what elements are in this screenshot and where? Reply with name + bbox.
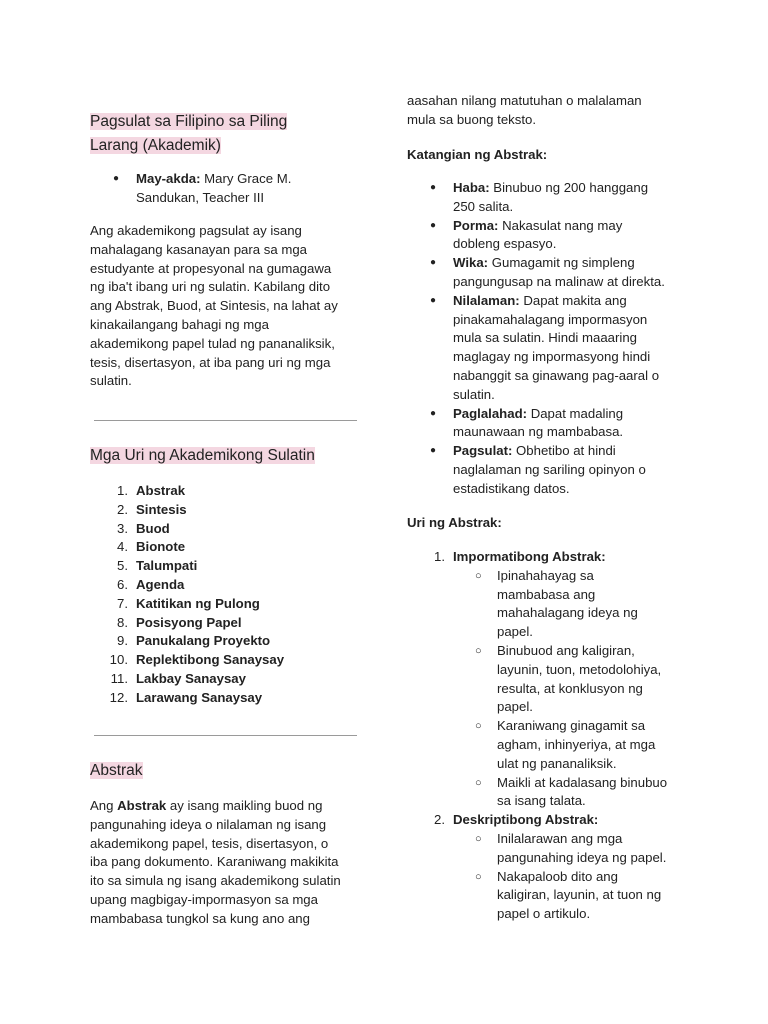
list-item (90, 651, 358, 670)
katangian-list (407, 179, 687, 499)
list-number: 12. (109, 689, 128, 705)
abstrak-line (90, 797, 358, 816)
intro-line: akademikong papel tulad ng pananaliksik, (90, 335, 335, 351)
list-label: Panukalang Proyekto (136, 633, 271, 649)
author-item (90, 170, 358, 208)
uri-heading: Uri ng Abstrak: (407, 515, 502, 530)
item-text: maglagay ng impormasyong hindi (453, 349, 651, 365)
item-text: Binubuo ng 200 hanggang (489, 180, 649, 195)
sub-text: sa isang talata. (497, 793, 586, 809)
list-item (90, 557, 358, 576)
abstrak-line: akademikong papel, tesis, disertasyon, o (90, 835, 329, 851)
horizontal-rule (94, 735, 357, 736)
list-item (90, 501, 358, 520)
list-number: 7. (117, 595, 128, 611)
sub-item (407, 830, 687, 868)
sub-item (407, 868, 687, 924)
list-number: 10. (109, 652, 128, 668)
item-text: naglalaman ng sariling opinyon o (453, 461, 646, 477)
abstrak-paragraph (90, 797, 358, 929)
sub-text: ulat ng pananaliksik. (497, 755, 617, 771)
list-item (90, 614, 358, 633)
abstrak-line: mambabasa tungkol sa kung ano ang (90, 910, 310, 926)
item-label: Porma: (453, 217, 499, 233)
item-text: dobleng espasyo. (453, 236, 557, 252)
sub-text: Karaniwang ginagamit sa (497, 718, 646, 734)
item-text: sulatin. (453, 386, 495, 402)
list-item (407, 179, 687, 217)
document-title (90, 110, 287, 158)
list-number: 5. (117, 558, 128, 574)
abstrak-prefix: Ang (90, 798, 118, 813)
list-number: 1. (434, 549, 445, 564)
intro-line: ang Abstrak, Buod, at Sintesis, na lahat ay (90, 298, 338, 314)
list-item (90, 520, 358, 539)
types-heading-text: Mga Uri ng Akademikong Sulatin (90, 447, 315, 464)
sub-text: papel o artikulo. (497, 906, 591, 922)
abstrak-line: ito sa simula ng isang akademikong sulatin (90, 873, 341, 889)
item-text: Dapat madaling (527, 405, 624, 421)
item-text: nabanggit sa ginawang pag-aaral o (453, 367, 660, 383)
title-line-1: Pagsulat sa Filipino sa Piling (90, 113, 288, 130)
list-number: 2. (434, 812, 445, 828)
list-label: Replektibong Sanaysay (136, 652, 285, 668)
list-label: Bionote (136, 539, 186, 555)
item-text: 250 salita. (453, 198, 514, 214)
item-text: pangungusap na malinaw at direkta. (453, 273, 665, 289)
intro-line: mahalagang kasanayan para sa mga (90, 241, 308, 257)
list-item (407, 405, 687, 443)
sub-text: papel. (497, 624, 533, 640)
sub-text: Binubuod ang kaligiran, (497, 642, 635, 658)
list-item (407, 548, 687, 811)
abstrak-rest: ay isang maikling buod ng (166, 798, 323, 813)
list-label: Impormatibong Abstrak: (453, 549, 606, 564)
title-line-2: Larang (Akademik) (90, 137, 221, 154)
types-heading (90, 444, 315, 468)
list-number: 1. (117, 483, 128, 498)
intro-line: tesis, disertasyon, at iba pang uri ng mga (90, 354, 331, 370)
list-item (90, 595, 358, 614)
intro-paragraph (90, 222, 358, 391)
list-number: 2. (117, 501, 128, 517)
list-item (90, 689, 358, 708)
list-item (407, 811, 687, 924)
sub-item (407, 774, 687, 812)
sub-text: kaligiran, layunin, at tuon ng (497, 887, 662, 903)
sub-item (407, 567, 687, 642)
list-item (407, 292, 687, 405)
list-item (90, 670, 358, 689)
sub-item (407, 717, 687, 773)
list-number: 6. (117, 576, 128, 592)
sub-list (407, 567, 687, 811)
intro-line: Ang akademikong pagsulat ay isang (90, 223, 302, 238)
item-text: estadistikang datos. (453, 480, 570, 496)
item-text: mula sa sulatin. Hindi maaaring (453, 330, 637, 346)
intro-line: estudyante at propesyonal na gumagawa (90, 260, 332, 276)
list-number: 4. (117, 539, 128, 555)
list-item (90, 482, 358, 501)
list-number: 3. (117, 520, 128, 536)
list-item (90, 632, 358, 651)
katangian-heading: Katangian ng Abstrak: (407, 147, 548, 162)
intro-line: ng iba't ibang uri ng sulatin. Kabilang dito (90, 279, 331, 295)
sub-text: Maikli at kadalasang binubuo (497, 774, 668, 790)
list-label: Deskriptibong Abstrak: (453, 812, 599, 828)
item-label: Paglalahad: (453, 405, 528, 421)
item-text: pinakamahalagang impormasyon (453, 311, 648, 327)
continued-paragraph (407, 92, 687, 130)
list-item (90, 576, 358, 595)
list-label: Sintesis (136, 501, 187, 517)
sub-list (407, 830, 687, 924)
list-item (407, 254, 687, 292)
sub-text: papel. (497, 699, 533, 715)
abstrak-heading (90, 759, 143, 783)
sub-text: Nakapaloob dito ang (497, 868, 618, 884)
author-label: May-akda: (136, 171, 201, 186)
author-value-cont: Sandukan, Teacher III (136, 189, 265, 205)
item-text: Obhetibo at hindi (512, 443, 616, 459)
list-item (407, 442, 687, 498)
types-list (90, 482, 358, 708)
item-text: Dapat makita ang (519, 292, 627, 308)
continued-line: aasahan nilang matutuhan o malalaman (407, 93, 642, 108)
sub-item (407, 642, 687, 717)
abstrak-line: pangunahing ideya o nilalaman ng isang (90, 816, 327, 832)
intro-line: kinakailangang bahagi ng mga (90, 316, 269, 332)
item-label: Nilalaman: (453, 292, 520, 308)
abstrak-line: iba pang dokumento. Karaniwang makikita (90, 854, 339, 870)
list-label: Larawang Sanaysay (136, 689, 263, 705)
item-text: Nakasulat nang may (498, 217, 623, 233)
list-number: 8. (117, 614, 128, 630)
sub-text: Ipinahahayag sa (497, 567, 594, 583)
list-label: Katitikan ng Pulong (136, 595, 260, 611)
horizontal-rule (94, 420, 357, 421)
list-item (407, 217, 687, 255)
uri-list (407, 548, 687, 924)
list-label: Posisyong Papel (136, 614, 242, 630)
continued-line: mula sa buong teksto. (407, 111, 537, 127)
item-text: maunawaan ng mambabasa. (453, 424, 624, 440)
sub-text: resulta, at konklusyon ng (497, 680, 643, 696)
sub-text: mahahalagang ideya ng (497, 605, 638, 621)
list-number: 11. (110, 670, 128, 686)
list-label: Lakbay Sanaysay (136, 670, 246, 686)
list-number: 9. (117, 633, 128, 649)
item-label: Haba: (453, 180, 490, 195)
abstrak-line: upang magbigay-impormasyon sa mga (90, 891, 318, 907)
sub-text: mambabasa ang (497, 586, 596, 602)
author-list (90, 170, 358, 208)
abstrak-term: Abstrak (117, 798, 167, 813)
author-value: Mary Grace M. (204, 171, 292, 186)
list-label: Talumpati (136, 558, 198, 574)
intro-line: sulatin. (90, 373, 132, 389)
abstrak-heading-text: Abstrak (90, 762, 143, 779)
list-label: Abstrak (136, 483, 186, 498)
item-label: Pagsulat: (453, 443, 513, 459)
list-label: Agenda (136, 576, 185, 592)
list-item (90, 538, 358, 557)
list-label: Buod (136, 520, 170, 536)
item-label: Wika: (453, 255, 489, 271)
sub-text: agham, inhinyeriya, at mga (497, 736, 656, 752)
item-text: Gumagamit ng simpleng (488, 255, 635, 271)
sub-text: pangunahing ideya ng papel. (497, 849, 667, 865)
sub-text: Inilalarawan ang mga (497, 830, 623, 846)
sub-text: layunin, tuon, metodolohiya, (497, 661, 662, 677)
